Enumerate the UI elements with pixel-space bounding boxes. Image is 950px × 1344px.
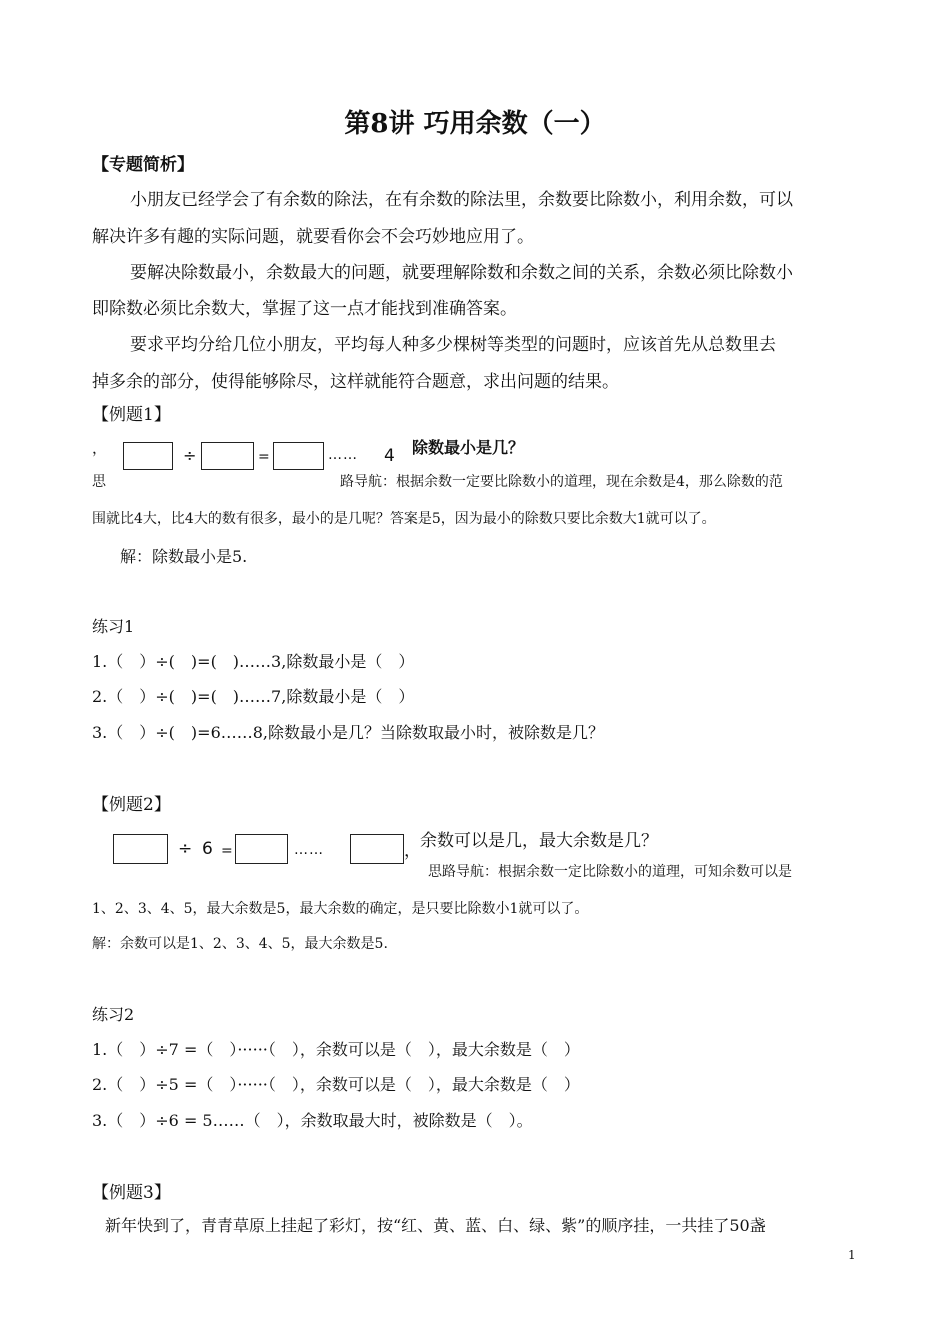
example1-heading: 【例题1】 [92, 405, 171, 425]
example3-line1: 新年快到了，青青草原上挂起了彩灯，按“红、黄、蓝、白、绿、紫”的顺序挂，一共挂了50盏 [105, 1216, 766, 1235]
page-title: 第8讲 巧用余数（一） [344, 109, 606, 139]
remainder-value: 4 [384, 446, 395, 466]
practice2-q1: 1.（ ）÷7 =（ ）······（ ），余数可以是（ ），最大余数是（ ） [92, 1040, 580, 1059]
practice1-q2: 2.（ ）÷( )=( )……7,除数最小是（ ） [92, 687, 415, 706]
equals-sign: = [221, 843, 233, 859]
practice2-q3: 3.（ ）÷6 = 5……（ ），余数取最大时，被除数是（ ）。 [92, 1111, 533, 1130]
example2-heading: 【例题2】 [92, 795, 171, 815]
example1-hint-line2: 围就比4大，比4大的数有很多，最小的是几呢？答案是5，因为最小的除数只要比余数大1就可以了。 [92, 511, 716, 527]
example2-question: 余数可以是几，最大余数是几？ [420, 831, 658, 851]
intro-p3-line2: 掉多余的部分，使得能够除尽，这样就能符合题意，求出问题的结果。 [92, 372, 619, 392]
example2-solution: 解：余数可以是1、2、3、4、5，最大余数是5. [92, 936, 388, 952]
example1-hint-line1: 路导航：根据余数一定要比除数小的道理，现在余数是4，那么除数的范 [340, 474, 783, 490]
example1-comma: ， [92, 439, 108, 457]
example3-heading: 【例题3】 [92, 1183, 171, 1203]
remainder-dots: …… [328, 447, 358, 463]
example2-hint-line1: 思路导航：根据余数一定比除数小的道理，可知余数可以是 [428, 864, 792, 880]
equals-sign: = [258, 449, 270, 465]
practice1-q3: 3.（ ）÷( )=6……8,除数最小是几？当除数取最小时，被除数是几？ [92, 723, 605, 742]
example1-hint-char: 思 [92, 474, 106, 490]
intro-p1-line1: 小朋友已经学会了有余数的除法，在有余数的除法里，余数要比除数小，利用余数，可以 [130, 190, 793, 210]
division-sign: ÷ [178, 839, 193, 859]
division-sign: ÷ [183, 446, 197, 465]
intro-p1-line2: 解决许多有趣的实际问题，就要看你会不会巧妙地应用了。 [92, 227, 534, 247]
dividend-blank-box [113, 834, 168, 864]
intro-heading: 【专题简析】 [92, 155, 194, 175]
example2-comma: ， [404, 841, 421, 861]
quotient-blank-box [235, 834, 288, 864]
intro-p3-line1: 要求平均分给几位小朋友，平均每人种多少棵树等类型的问题时，应该首先从总数里去 [130, 335, 776, 355]
practice2-heading: 练习2 [92, 1005, 135, 1024]
example1-solution: 解：除数最小是5. [120, 547, 248, 566]
divisor-value: 6 [202, 839, 213, 859]
divisor-blank-box [201, 442, 254, 470]
remainder-blank-box [350, 834, 404, 864]
remainder-dots: …… [294, 842, 324, 858]
practice1-q1: 1.（ ）÷( )=( )……3,除数最小是（ ） [92, 652, 415, 671]
intro-p2-line1: 要解决除数最小，余数最大的问题，就要理解除数和余数之间的关系，余数必须比除数小 [130, 263, 793, 283]
practice2-q2: 2.（ ）÷5 =（ ）······（ ），余数可以是（ ），最大余数是（ ） [92, 1075, 580, 1094]
example1-question: 除数最小是几？ [412, 438, 525, 457]
practice1-heading: 练习1 [92, 617, 135, 636]
intro-p2-line2: 即除数必须比余数大，掌握了这一点才能找到准确答案。 [92, 299, 517, 319]
page-number: 1 [848, 1248, 856, 1262]
example2-hint-line2: 1、2、3、4、5，最大余数是5，最大余数的确定，是只要比除数小1就可以了。 [92, 901, 589, 917]
dividend-blank-box [123, 442, 173, 470]
quotient-blank-box [273, 442, 324, 470]
